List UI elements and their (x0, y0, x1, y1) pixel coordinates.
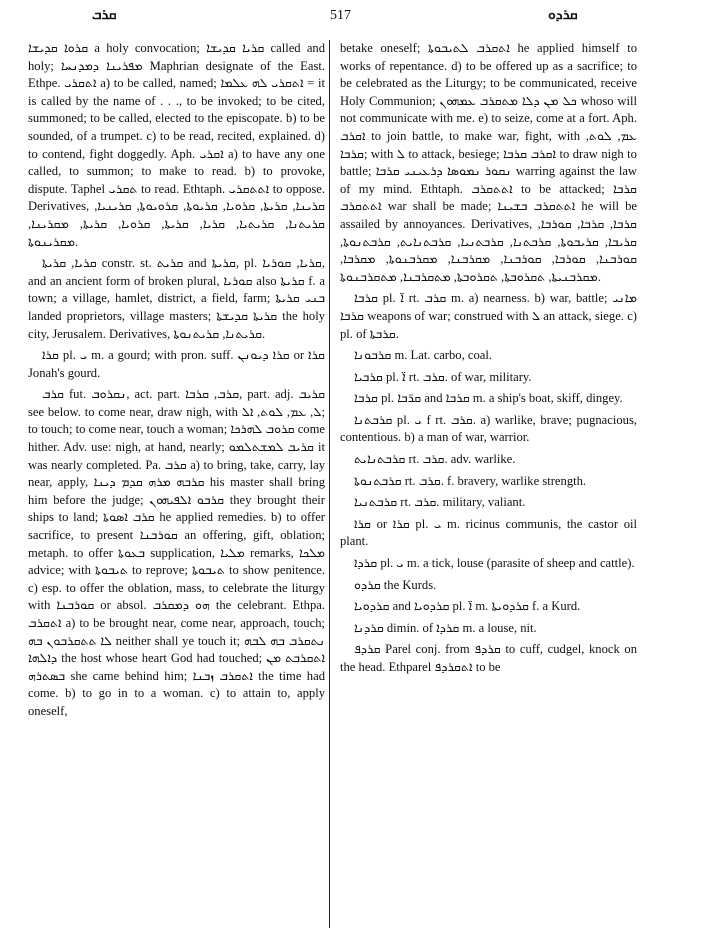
dictionary-entry: ܩܪܒܬܢܝܐ rt. ܩܪܒ. military, valiant. (354, 495, 526, 510)
dictionary-entry: ܩܪܕܘܝܐ and ܩܪܕܘܝܐ pl. ܐ̈ m. ܩܪܕܘܝܬܐ f. a Kurd. (354, 599, 581, 614)
dictionary-entry: ܩܪܕܦ Parel conj. from ܩܪܕܦ to cuff, cudgel, knock on the head. Ethparel ܐܬܩܪܕܦ to be (340, 642, 637, 674)
dictionary-entry: ܩܪܒܝܐ pl. ܐ̈ rt. ܩܪܒ. of war, military. (354, 369, 532, 384)
dictionary-entry: ܩܪܝܐ, ܩܪܝܬܐ constr. st. ܩܪܝܬ and ܩܪܝܬܐ, pl. ܩܪܝܐ, ܩܘܪܝܐ, and an ancient form of broken plural, ܩܘܪܝܐ also ܩܪܝܬܐ f. a town; a village, hamlet, district, a field, farm; ܒܢܝ ܩܪܝܬܐ landed proprietors, village masters; ܩܪܝܬܐ ܩܕܝܫܬܐ the holy city, Jerusalem. Derivatives, ܩܪܝܬܢܐ, ܩܪܝܬܢܘܬܐ. (28, 256, 325, 341)
dictionary-entry: ܩܪܕܘ the Kurds. (354, 577, 437, 592)
column-divider (329, 40, 330, 928)
dictionary-entry: ܩܪܕܢܐ dimin. of ܩܪܕܐ m. a louse, nit. (354, 620, 537, 635)
dictionary-entry: ܩܪܒܐ pl. ܐ̈ rt. ܩܪܒ m. a) nearness. b) war, battle; ܡܐܢܝ ܩܪܒܐ weapons of war; construed with ܠ an attack, siege. c) pl. of ܩܪܒܬܐ. (340, 291, 637, 341)
dictionary-entry: ܩܪܒܬܢܐܝܬ rt. ܩܪܒ. adv. warlike. (354, 452, 516, 467)
header-right-headword: ܩܪܕܘ (548, 8, 578, 23)
dictionary-entry: ܩܪܒܬܢܐ pl. ܝ f rt. ܩܪܒ. a) warlike, brave; pugnacious, contentious. b) a man of war, warrior. (340, 412, 637, 445)
right-column (340, 40, 637, 932)
dictionary-entry: ܩܪܒܬܢܘܬܐ rt. ܩܪܒ. f. bravery, warlike strength. (354, 473, 587, 488)
left-column (28, 40, 325, 932)
dictionary-entry: ܩܪܐ or ܩܪܐ pl. ܝ m. ricinus communis, the castor oil plant. (340, 516, 637, 549)
dictionary-entry: ܩܪܘܐ ܩܕܝܫܐ a holy convocation; ܩܪܝܐ ܩܕܝܫܐ called and holy; ܡܦܪܝܢܐ ܕܡܕܢܚܐ Maphrian designate of the East. Ethpe. ܐܬܩܪܝ a) to be called, named; ܐܬܩܪܝ ܠܗ ܥܠܡܐ = it is called by the name of . . ., to be invoked; to be cited, summoned; to be called, elected to the episcopate. b) to be sounded, of a trumpet. c) to be read, recited, explained. d) to contend, fight doggedly. Aph. ܐܩܪܝ a) to have any one called, to summon; to make to read. b) to provoke, dispute. Taphel ܬܩܪܝ to read. Ethtaph. ܐܬܬܩܪܝ to oppose. Derivatives, ܩܪܝܢܐ, ܩܪܝܬܐ, ܩܪܘܝܐ, ܩܪܝܘܬܐ, ܩܪܘܝܘܬܐ, ܩܪܝܢܝܐ, ܩܪܝܬܢܐ, ܩܪܝܬܝܐ, ܩܪܝܐ, ܩܪܝܬܐ, ܩܪܘܝܐ, ܩܪܝܬܐ, ܡܩܪܝܢܐ, ܡܩܪܝܢܘܬܐ. (28, 41, 325, 249)
dictionary-entry: ܩܪܕܐ pl. ܝ m. a tick, louse (parasite of sheep and cattle). (354, 556, 635, 571)
page-number: 517 (330, 8, 351, 23)
dictionary-entry: ܩܪܒ fut. ܢܩܪܘܒ, act. part. ܩܪܒ, ܩܪܒܐ, part. adj. ܩܪܝܒ see below. to come near, draw nigh, with ܠ, ܥܡ, ܠܘܬ, ܐܠ; to touch; to come near, touch a woman; ܩܪܘܒ ܠܗܪܟܐ come hither. Adv. use: nigh, at hand, nearly; ܩܪܝܒ ܠܡܫܬܠܡܘ it was nearly completed. Pa. ܩܪܒ a) to bring, take, carry, lay near, apply, ܩܪܒܗ ܡܪܗ ܩܕܡ ܕܝܢܐ his master shall bring him before the judge; ܩܪܒܘ ܐܠܦܝܗܘܢ they brought their ships to land; ܩܪܒ ܐܣܘܬܐ he applied remedies. b) to offer sacrifice, to present ܩܘܪܒܢܐ an offering, gift, oblation; metaph. to offer ܒܥܘܬܐ supplication, ܡܠܝܐ remarks, ܡܠܟܐ advice; with ܬܝܒܘܬܐ to reprove; ܬܝܒܘܬܐ to show penitence. c) esp. to offer the oblation, mass, to celebrate the liturgy with ܩܘܪܒܢܐ or absol. ܗܘ ܕܡܩܪܒ the celebrant. Ethpa. ܐܬܩܪܒ a) to be brought near, come near, approach, touch; ܠܐ ܬܬܩܪܒܘܢ ܒܗ neither shall ye touch it; ܢܬܩܪܒ ܒܗ ܠܒܗ ܕܐܠܗܐ the host whose heart God had touched; ܐܬܩܪܒܬ ܡܢ ܒܣܬܪܗ she came behind him; ܐܬܩܪܒ ܙܒܢܐ the time had come. b) to go in to a woman. c) to attain to, apply oneself, (28, 387, 325, 718)
dictionary-entry: ܩܪܒܐ pl. ܩܪ̈ܒܐ and ܩܪܒܐ m. a ship's boat, skiff, dingey. (354, 391, 623, 406)
dictionary-entry: betake oneself; ܐܬܩܪܒ ܠܬܝܒܘܬܐ he applied himself to works of repentance. d) to be offered up as a sacrifice; to be celebrated as the Liturgy; to be communicated, receive Holy Communion; ܟܠ ܡܢ ܕܠܐ ܡܬܩܪܒ ܥܡܗܘܢ whoso will not communicate with me. e) to seize, come at a fort. Aph. ܐܩܪܒ to join battle, to make war, fight, with ܥܡ, ܠܘܬ, ܩܪܒܐ; with ܠ to attack, besiege; ܐܩܪܒ ܩܪܒܐ to draw nigh to battle; ܢܩܘܪ ܢܡܘܣܐ ܕܪܥܝܢܝ ܩܪܒܐ warring against the law of my mind. Ethtaph. ܐܬܬܩܪܒ to be attacked; ܩܪܒܐ ܐܬܬܩܪܒ war shall be made; ܐܬܬܩܪܒ ܒܫܝܢܐ he will be assailed by annoyances. Derivatives, ܩܪܒܐ, ܩܪܒܐ, ܩܘܪܒܐ, ܩܪܝܒܐ, ܩܪܝܒܘܬܐ, ܩܪܒܬܢܐ, ܩܪܒܬܢܝܐ, ܩܪܒܬܢܐܝܬ, ܩܪܒܬܢܘܬܐ, ܩܘܪܒܢܐ, ܩܘܪܒܐ, ܩܘܪܒܢܐ, ܡܩܪܒܢܐ, ܡܩܪܒܢܘܬܐ, ܡܩܪܒܐ, ܡܩܪܒܢܝܬܐ, ܬܩܪܘܒܬܐ, ܬܩܪܘܒܬܐ, ܡܬܩܪܒܢܐ, ܡܬܩܪܒܢܘܬܐ. (340, 41, 637, 284)
header-left-headword: ܩܪܒ (92, 8, 117, 23)
page-header (0, 8, 704, 28)
dictionary-entry: ܩܪܐ pl. ܝ m. a gourd; with pron. suff. ܩܪܐ ܕܝܘܢܢ or ܩܪܐ Jonah's gourd. (28, 348, 325, 380)
dictionary-entry: ܩܪܒܘܢܐ m. Lat. carbo, coal. (354, 348, 493, 363)
